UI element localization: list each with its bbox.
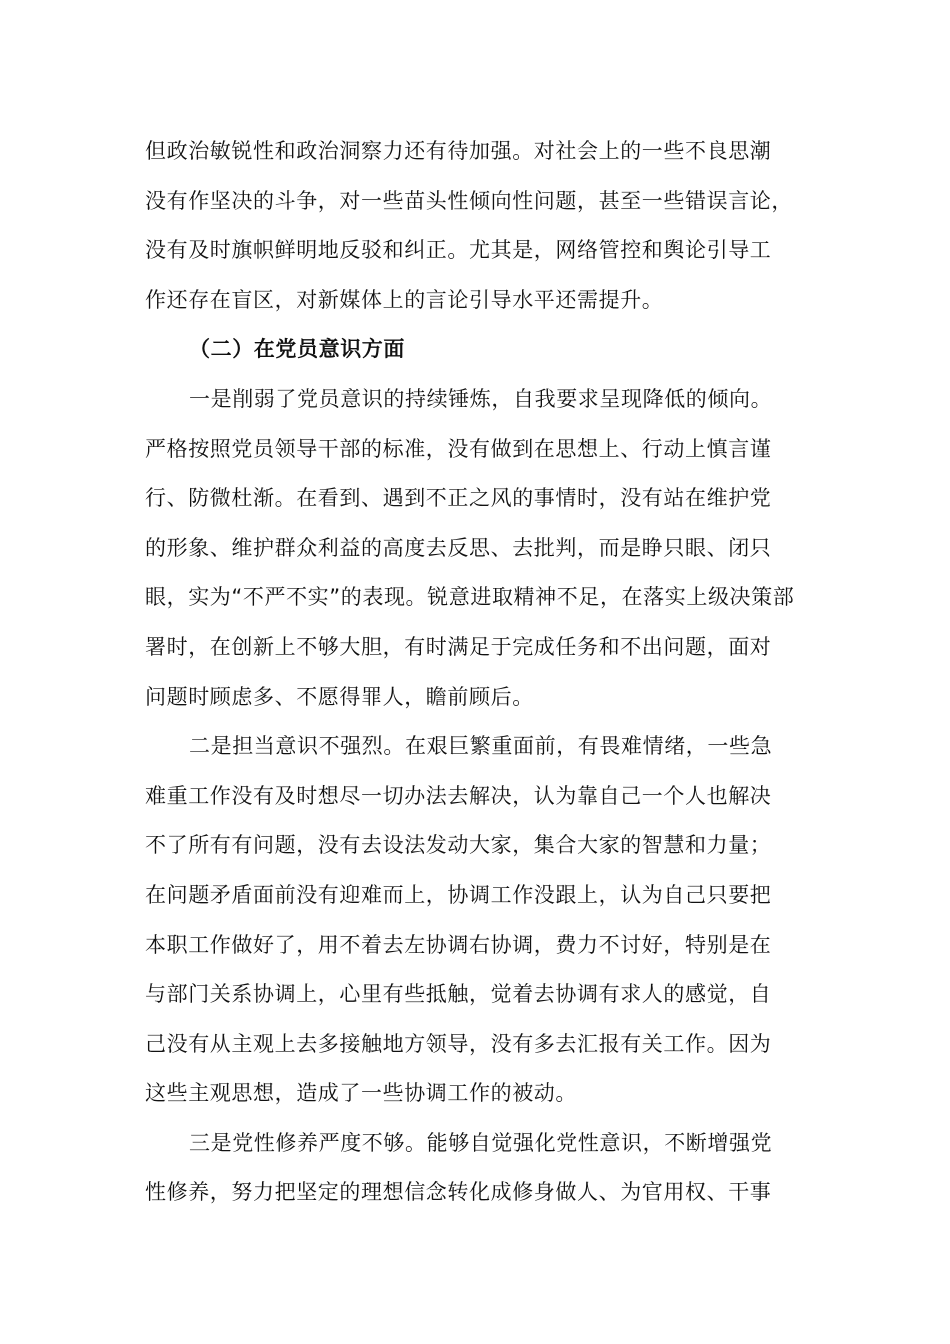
text-line: 在问题矛盾面前没有迎难而上，协调工作没跟上，认为自己只要把 xyxy=(145,882,772,907)
text-line: 眼，实为“不严不实”的表现。锐意进取精神不足，在落实上级决策部 xyxy=(145,585,795,610)
document-body xyxy=(145,127,835,1218)
text-line: 己没有从主观上去多接触地方领导，没有多去汇报有关工作。因为 xyxy=(145,1031,772,1056)
text-line: 性修养，努力把坚定的理想信念转化成修身做人、为官用权、干事 xyxy=(145,1180,772,1205)
paragraph-first-line: 二是担当意识不强烈。在艰巨繁重面前，有畏难情绪，一些急 xyxy=(189,734,773,759)
text-line: 署时，在创新上不够大胆，有时满足于完成任务和不出问题，面对 xyxy=(145,634,772,659)
text-line: 严格按照党员领导干部的标准，没有做到在思想上、行动上慎言谨 xyxy=(145,436,772,461)
text-line: 作还存在盲区，对新媒体上的言论引导水平还需提升。 xyxy=(145,287,664,312)
text-line: 没有及时旗帜鲜明地反驳和纠正。尤其是，网络管控和舆论引导工 xyxy=(145,238,772,263)
text-line: 问题时顾虑多、不愿得罪人，瞻前顾后。 xyxy=(145,684,534,709)
text-line: 行、防微杜渐。在看到、遇到不正之风的事情时，没有站在维护党 xyxy=(145,486,772,511)
text-line: 与部门关系协调上，心里有些抵触，觉着去协调有求人的感觉，自 xyxy=(145,982,772,1007)
text-line: 不了所有有问题，没有去设法发动大家，集合大家的智慧和力量； xyxy=(145,833,772,858)
text-line: 本职工作做好了，用不着去左协调右协调，费力不讨好，特别是在 xyxy=(145,932,772,957)
section-heading: （二）在党员意识方面 xyxy=(189,337,405,362)
text-line: 但政治敏锐性和政治洞察力还有待加强。对社会上的一些不良思潮 xyxy=(145,139,772,163)
paragraph-first-line: 一是削弱了党员意识的持续锤炼，自我要求呈现降低的倾向。 xyxy=(189,386,773,411)
text-line: 没有作坚决的斗争，对一些苗头性倾向性问题，甚至一些错误言论， xyxy=(145,188,793,213)
text-line: 的形象、维护群众利益的高度去反思、去批判，而是睁只眼、闭只 xyxy=(145,535,772,560)
paragraph-first-line: 三是党性修养严度不够。能够自觉强化党性意识，不断增强党 xyxy=(189,1130,773,1155)
text-line: 这些主观思想，造成了一些协调工作的被动。 xyxy=(145,1081,577,1106)
text-line: 难重工作没有及时想尽一切办法去解决，认为靠自己一个人也解决 xyxy=(145,783,772,808)
